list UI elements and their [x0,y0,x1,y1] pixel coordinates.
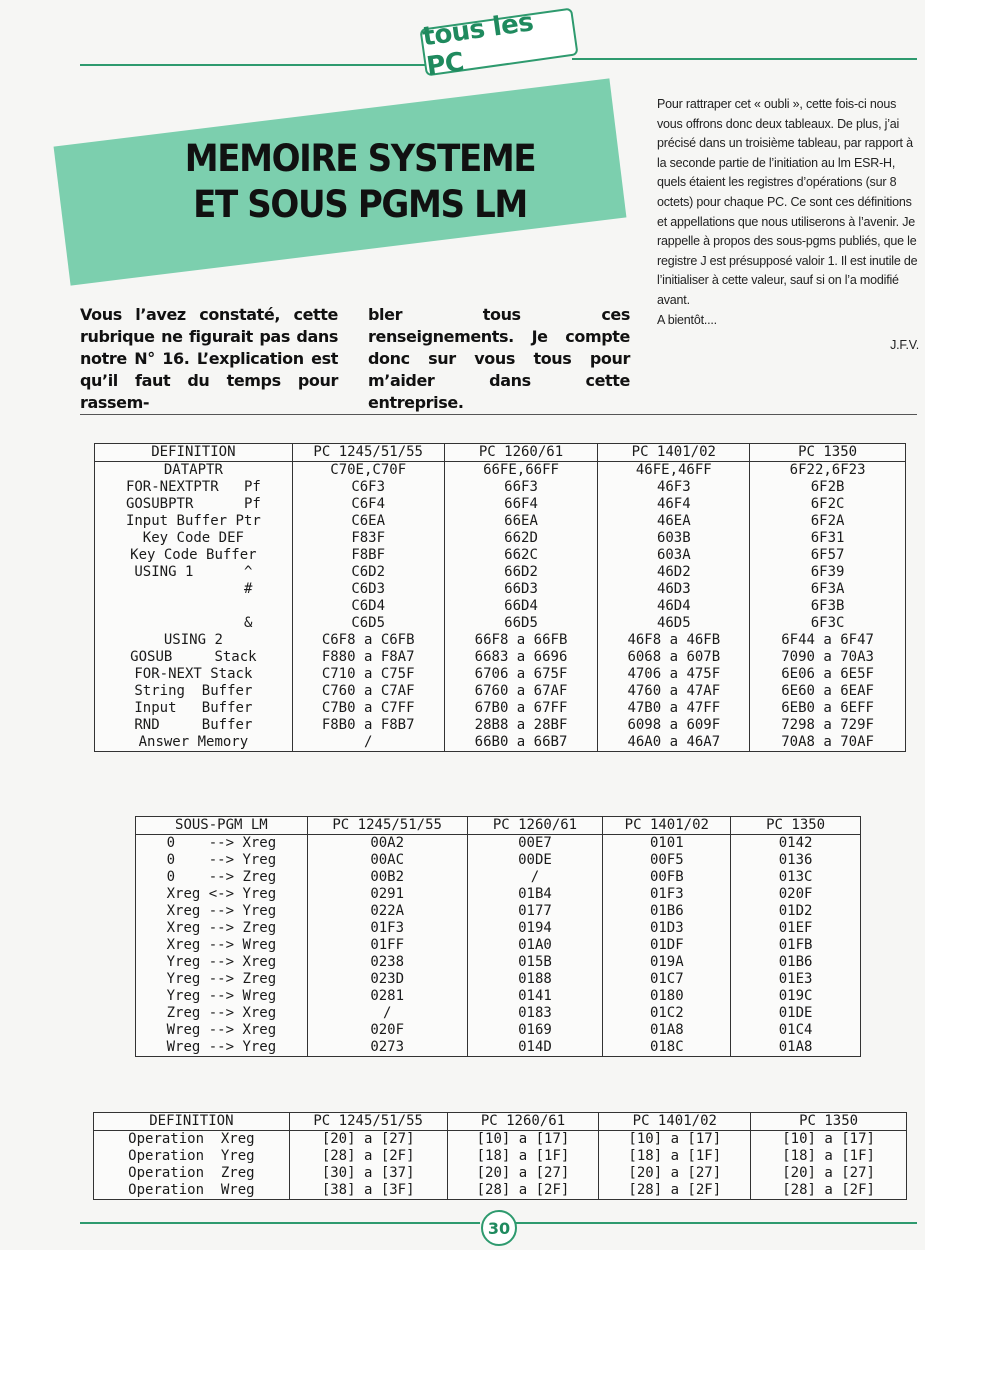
table-row [136,971,861,988]
value-cell: 01F3 [307,920,467,937]
value-cell: 28B8 a 28BF [444,717,598,734]
value-cell: [20] a [27] [599,1165,751,1182]
value-cell: 01EF [731,920,861,937]
value-cell: [38] a [3F] [289,1182,447,1200]
value-cell: [20] a [27] [289,1131,447,1149]
table-header-row [95,444,906,462]
intro-column-1: Vous l’avez constaté, cette rubrique ne figurait pas dans notre N° 16. L’explication est qu’il faut du temps pour rassem- [80,305,338,412]
intro-rule [80,414,917,415]
value-cell: 00FB [603,869,731,886]
table-row [95,564,906,581]
title-line-2: ET SOUS PGMS LM [193,183,527,226]
table-row [136,852,861,869]
value-cell: 6F3C [750,615,906,632]
table-row [136,937,861,954]
row-label-cell: Operation Xreg [94,1131,290,1149]
value-cell: 46D4 [598,598,750,615]
value-cell: 7090 a 70A3 [750,649,906,666]
value-cell: C6F4 [292,496,444,513]
article-title [139,136,581,228]
row-label-cell: Yreg --> Xreg [136,954,308,971]
value-cell: 6068 a 607B [598,649,750,666]
top-rule-right [572,58,917,60]
table-row [95,666,906,683]
row-label-cell: Yreg --> Wreg [136,988,308,1005]
table-header-row [136,817,861,835]
column-header: PC 1350 [731,817,861,835]
row-label-cell: Xreg --> Yreg [136,903,308,920]
row-label-cell [95,598,293,615]
value-cell: C6D3 [292,581,444,598]
value-cell: 603A [598,547,750,564]
table-row [95,581,906,598]
value-cell: 019A [603,954,731,971]
value-cell: 67B0 a 67FF [444,700,598,717]
table-row [136,903,861,920]
value-cell: F8BF [292,547,444,564]
column-header: PC 1350 [751,1113,907,1131]
value-cell: 00A2 [307,835,467,853]
value-cell: 00E7 [467,835,603,853]
value-cell: 46F4 [598,496,750,513]
table-row [94,1182,907,1200]
row-label-cell: Zreg --> Xreg [136,1005,308,1022]
table-row [94,1131,907,1149]
value-cell: C6F3 [292,479,444,496]
value-cell: 01B6 [603,903,731,920]
value-cell: 0238 [307,954,467,971]
value-cell: 0169 [467,1022,603,1039]
row-label-cell: String Buffer [95,683,293,700]
row-label-cell: RND Buffer [95,717,293,734]
value-cell: F83F [292,530,444,547]
value-cell: 01A8 [603,1022,731,1039]
value-cell: [10] a [17] [599,1131,751,1149]
value-cell: 6760 a 67AF [444,683,598,700]
value-cell: [20] a [27] [447,1165,599,1182]
value-cell: [18] a [1F] [599,1148,751,1165]
value-cell: 015B [467,954,603,971]
value-cell: 01DE [731,1005,861,1022]
value-cell: 66FE,66FF [444,462,598,480]
value-cell: 6F31 [750,530,906,547]
value-cell: 0183 [467,1005,603,1022]
row-label-cell: DATAPTR [95,462,293,480]
row-label-cell: Input Buffer [95,700,293,717]
table-header-row [94,1113,907,1131]
value-cell: 01DF [603,937,731,954]
table-row [95,598,906,615]
registers-table [93,1112,907,1200]
value-cell: 023D [307,971,467,988]
value-cell: C6D5 [292,615,444,632]
row-label-cell: 0 --> Xreg [136,835,308,853]
value-cell: 66F3 [444,479,598,496]
column-header: PC 1245/51/55 [307,817,467,835]
column-header: PC 1350 [750,444,906,462]
table-row [136,954,861,971]
column-header: PC 1260/61 [444,444,598,462]
side-column [657,95,919,356]
value-cell: [18] a [1F] [751,1148,907,1165]
row-label-cell: FOR-NEXT Stack [95,666,293,683]
value-cell: C6D2 [292,564,444,581]
row-label-cell: USING 1 ^ [95,564,293,581]
value-cell: 6F39 [750,564,906,581]
side-closing: A bientôt.... [657,312,717,327]
table-row [95,530,906,547]
table-row [95,547,906,564]
value-cell: 01C2 [603,1005,731,1022]
table-row [136,1039,861,1057]
value-cell: [28] a [2F] [599,1182,751,1200]
value-cell: 0136 [731,852,861,869]
row-label-cell: Wreg --> Xreg [136,1022,308,1039]
value-cell: 0291 [307,886,467,903]
value-cell: [10] a [17] [751,1131,907,1149]
value-cell: 6E06 a 6E5F [750,666,906,683]
value-cell: 6F57 [750,547,906,564]
value-cell: 0180 [603,988,731,1005]
value-cell: 0141 [467,988,603,1005]
value-cell: 018C [603,1039,731,1057]
value-cell: 6F2B [750,479,906,496]
row-label-cell: Input Buffer Ptr [95,513,293,530]
value-cell: 46A0 a 46A7 [598,734,750,752]
value-cell: 6F22,6F23 [750,462,906,480]
value-cell: 01E3 [731,971,861,988]
value-cell: 01F3 [603,886,731,903]
value-cell: [28] a [2F] [289,1148,447,1165]
column-header: PC 1260/61 [467,817,603,835]
value-cell: 01FB [731,937,861,954]
value-cell: 6706 a 675F [444,666,598,683]
value-cell: C710 a C75F [292,666,444,683]
value-cell: 6E60 a 6EAF [750,683,906,700]
value-cell: 01D2 [731,903,861,920]
table-row [136,1005,861,1022]
column-header: PC 1245/51/55 [292,444,444,462]
table-row [95,683,906,700]
row-label-cell: Operation Yreg [94,1148,290,1165]
table-row [94,1148,907,1165]
value-cell: 46F8 a 46FB [598,632,750,649]
value-cell: 6EB0 a 6EFF [750,700,906,717]
value-cell: 70A8 a 70AF [750,734,906,752]
value-cell: / [292,734,444,752]
value-cell: 66EA [444,513,598,530]
row-label-cell: Wreg --> Yreg [136,1039,308,1057]
value-cell: C6EA [292,513,444,530]
column-header: DEFINITION [95,444,293,462]
value-cell: 0281 [307,988,467,1005]
table-row [95,615,906,632]
table-row [95,700,906,717]
row-label-cell: Operation Zreg [94,1165,290,1182]
bottom-rule-left [80,1222,480,1224]
top-rule-left [80,64,425,66]
value-cell: 022A [307,903,467,920]
intro-column-2: bler tous ces renseignements. Je compte donc sur vous tous pour m’aider dans cette entreprise. [368,305,630,412]
row-label-cell: USING 2 [95,632,293,649]
side-paragraph: Pour rattraper cet « oubli », cette fois-ci nous vous offrons donc deux tableaux. De plus, j’ai précisé dans un troisième tableau, par rapport à la seconde partie de l’initiation au lm ESR-H, quels étaient les registres d’opérations (sur 8 octets) pour chaque PC. Ce sont ces définitions et appellations que nous utiliserons à l’avenir. Je rappelle à propos des sous-pgms publiés, que le registre J est présupposé valoir 1. Il est inutile de l’initialiser à cette valeur, sauf si on l’a modifié avant. [657,97,918,307]
bottom-rule-right [514,1222,917,1224]
row-label-cell: GOSUBPTR Pf [95,496,293,513]
value-cell: 603B [598,530,750,547]
author-signature: J.F.V. [890,338,919,353]
value-cell: 6F44 a 6F47 [750,632,906,649]
value-cell: C70E,C70F [292,462,444,480]
value-cell: C6F8 a C6FB [292,632,444,649]
table-row [94,1165,907,1182]
table-row [95,462,906,480]
value-cell: 46EA [598,513,750,530]
value-cell: C7B0 a C7FF [292,700,444,717]
value-cell: [20] a [27] [751,1165,907,1182]
column-header: PC 1245/51/55 [289,1113,447,1131]
table-row [95,734,906,752]
column-header: PC 1401/02 [599,1113,751,1131]
value-cell: 020F [307,1022,467,1039]
row-label-cell: & [95,615,293,632]
value-cell: 0142 [731,835,861,853]
table-row [136,1022,861,1039]
table-row [136,988,861,1005]
value-cell: 0177 [467,903,603,920]
value-cell: F880 a F8A7 [292,649,444,666]
section-badge: tous les PC [419,8,578,77]
value-cell: 0273 [307,1039,467,1057]
value-cell: 66B0 a 66B7 [444,734,598,752]
value-cell: [28] a [2F] [751,1182,907,1200]
value-cell: 6683 a 6696 [444,649,598,666]
value-cell: 66F8 a 66FB [444,632,598,649]
value-cell: 020F [731,886,861,903]
column-header: PC 1401/02 [598,444,750,462]
row-label-cell: Key Code DEF [95,530,293,547]
value-cell: C760 a C7AF [292,683,444,700]
value-cell: 0188 [467,971,603,988]
value-cell: [28] a [2F] [447,1182,599,1200]
value-cell: 7298 a 729F [750,717,906,734]
value-cell: 01C7 [603,971,731,988]
value-cell: [18] a [1F] [447,1148,599,1165]
value-cell: 01D3 [603,920,731,937]
value-cell: / [467,869,603,886]
value-cell: 00AC [307,852,467,869]
value-cell: 662D [444,530,598,547]
memory-map-table [94,443,906,752]
subpgm-table [135,816,861,1057]
row-label-cell: Operation Wreg [94,1182,290,1200]
table-row [95,496,906,513]
value-cell: [30] a [37] [289,1165,447,1182]
value-cell: 0194 [467,920,603,937]
value-cell: 47B0 a 47FF [598,700,750,717]
row-label-cell: GOSUB Stack [95,649,293,666]
value-cell: 013C [731,869,861,886]
table-row [136,886,861,903]
value-cell: 46F3 [598,479,750,496]
value-cell: 66D4 [444,598,598,615]
value-cell: F8B0 a F8B7 [292,717,444,734]
value-cell: 00DE [467,852,603,869]
value-cell: 01A0 [467,937,603,954]
value-cell: 66D2 [444,564,598,581]
row-label-cell: Yreg --> Zreg [136,971,308,988]
value-cell: 01A8 [731,1039,861,1057]
value-cell: 00F5 [603,852,731,869]
row-label-cell: # [95,581,293,598]
value-cell: 00B2 [307,869,467,886]
table-row [136,835,861,853]
column-header: PC 1260/61 [447,1113,599,1131]
table-row [136,869,861,886]
value-cell: 4760 a 47AF [598,683,750,700]
value-cell: 014D [467,1039,603,1057]
value-cell: C6D4 [292,598,444,615]
value-cell: 46D2 [598,564,750,581]
value-cell: 46D5 [598,615,750,632]
row-label-cell: Key Code Buffer [95,547,293,564]
value-cell: / [307,1005,467,1022]
table-row [95,632,906,649]
column-header: DEFINITION [94,1113,290,1131]
value-cell: 66D5 [444,615,598,632]
value-cell: 019C [731,988,861,1005]
value-cell: 662C [444,547,598,564]
column-header: PC 1401/02 [603,817,731,835]
title-line-1: MEMOIRE SYSTEME [184,137,536,180]
row-label-cell: 0 --> Zreg [136,869,308,886]
row-label-cell: 0 --> Yreg [136,852,308,869]
row-label-cell: Xreg --> Wreg [136,937,308,954]
row-label-cell: FOR-NEXTPTR Pf [95,479,293,496]
value-cell: 01FF [307,937,467,954]
table-row [95,717,906,734]
row-label-cell: Xreg <-> Yreg [136,886,308,903]
value-cell: 66D3 [444,581,598,598]
value-cell: 01B6 [731,954,861,971]
table-row [95,513,906,530]
table-row [95,649,906,666]
value-cell: 6F2C [750,496,906,513]
value-cell: 01C4 [731,1022,861,1039]
value-cell: 6F3A [750,581,906,598]
table-row [95,479,906,496]
page-number: 30 [481,1210,517,1246]
value-cell: [10] a [17] [447,1131,599,1149]
column-header: SOUS-PGM LM [136,817,308,835]
value-cell: 6098 a 609F [598,717,750,734]
table-row [136,920,861,937]
row-label-cell: Xreg --> Zreg [136,920,308,937]
row-label-cell: Answer Memory [95,734,293,752]
value-cell: 6F3B [750,598,906,615]
value-cell: 0101 [603,835,731,853]
value-cell: 46FE,46FF [598,462,750,480]
value-cell: 4706 a 475F [598,666,750,683]
value-cell: 66F4 [444,496,598,513]
value-cell: 01B4 [467,886,603,903]
value-cell: 46D3 [598,581,750,598]
value-cell: 6F2A [750,513,906,530]
